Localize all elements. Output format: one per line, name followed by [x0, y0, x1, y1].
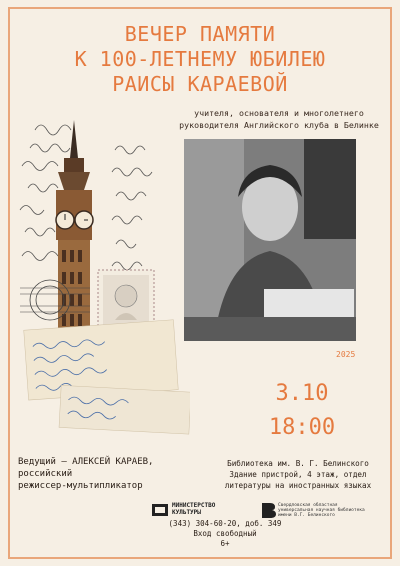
portrait-photo — [184, 139, 356, 341]
contact-entry: Вход свободный — [193, 529, 257, 538]
year-label: 2025 — [336, 350, 356, 359]
title-line-2: К 100-ЛЕТНЕМУ ЮБИЛЕЮ — [74, 47, 326, 71]
venue-line-2: Здание пристрой, 4 этаж, отдел — [229, 470, 367, 479]
ministry-logo — [150, 500, 254, 520]
ministry-emblem-icon — [150, 500, 170, 520]
library-logo — [260, 500, 390, 520]
host-line-2: российский — [18, 469, 73, 479]
host-info — [18, 456, 198, 492]
event-datetime — [242, 377, 362, 445]
ministry-label-2: КУЛЬТУРЫ — [172, 509, 201, 516]
collage-illustration — [0, 110, 190, 440]
subtitle-line-1: учителя, основателя и многолетнего — [194, 108, 364, 118]
title-line-3: РАИСЫ КАРАЕВОЙ — [112, 72, 288, 96]
event-date: 3.10 — [275, 381, 329, 406]
ministry-label-1: МИНИСТЕРСТВО — [172, 502, 216, 509]
contact-phone: (343) 304-60-20, доб. 349 — [168, 519, 282, 528]
contact-info — [120, 519, 330, 549]
venue-line-3: литературы на иностранных языках — [224, 481, 372, 490]
age-rating: 6+ — [220, 539, 230, 548]
title-line-1: ВЕЧЕР ПАМЯТИ — [124, 22, 276, 46]
library-label-3: имени В.Г. Белинского — [278, 513, 335, 518]
sponsor-logos — [150, 500, 390, 520]
big-ben-icon — [56, 120, 93, 330]
library-label-1: Свердловская областная — [278, 503, 338, 508]
venue-info — [210, 458, 386, 491]
library-emblem-icon — [260, 501, 276, 519]
poster-title — [18, 22, 382, 97]
host-line-1: Ведущий — АЛЕКСЕЙ КАРАЕВ, — [18, 457, 154, 467]
handwritten-letter-2 — [59, 385, 190, 434]
host-line-3: режиссер-мультипликатор — [18, 481, 143, 491]
library-label-2: универсальная научная библиотека — [278, 508, 365, 513]
event-time: 18:00 — [268, 415, 336, 440]
venue-line-1: Библиотека им. В. Г. Белинского — [227, 459, 369, 468]
subtitle — [176, 107, 382, 131]
subtitle-line-2: руководителя Английского клуба в Белинке — [179, 120, 379, 130]
